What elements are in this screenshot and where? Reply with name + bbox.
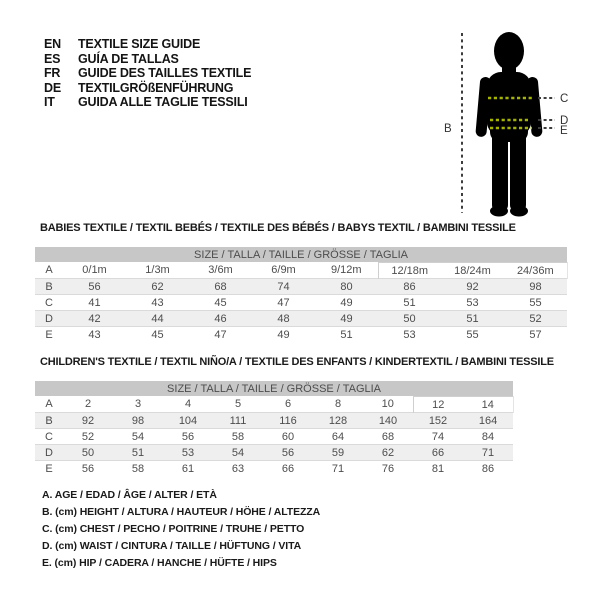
legend-waist: D. (cm) WAIST / CINTURA / TAILLE / HÜFTUNG / VITA	[42, 540, 302, 552]
size-header-row	[35, 247, 567, 263]
language-code: DE	[44, 80, 61, 95]
size-cell: 81	[413, 461, 463, 477]
size-cell: 4	[184, 398, 192, 411]
size-cell: 3	[134, 398, 142, 411]
language-row-it	[44, 95, 251, 110]
row-label: B	[35, 413, 63, 429]
row-label: B	[35, 279, 63, 295]
row-label: A	[45, 398, 53, 411]
size-cell: 53	[163, 445, 213, 461]
size-cell: 41	[63, 295, 126, 311]
size-cell: 51	[315, 327, 378, 343]
size-row-D	[35, 311, 567, 327]
size-cell: 62	[363, 445, 413, 461]
size-row-A	[35, 397, 513, 413]
size-cell: 53	[378, 327, 441, 343]
size-cell: 52	[504, 311, 567, 327]
size-row-A	[35, 263, 567, 279]
size-cell: 8	[334, 398, 342, 411]
size-cell: 68	[363, 429, 413, 445]
size-cell: 58	[113, 461, 163, 477]
size-cell: 43	[63, 327, 126, 343]
language-row-de	[44, 81, 251, 96]
size-cell: 152	[413, 413, 463, 429]
size-cell: 50	[378, 311, 441, 327]
size-cell: 64	[313, 429, 363, 445]
size-cell: 86	[378, 279, 441, 295]
size-cell: 111	[213, 413, 263, 429]
size-cell: 98	[113, 413, 163, 429]
language-title-list	[44, 37, 251, 110]
size-cell: 55	[441, 327, 504, 343]
size-cell: 86	[463, 461, 513, 477]
size-cell: 50	[63, 445, 113, 461]
language-row-fr	[44, 66, 251, 81]
language-title: TEXTILE SIZE GUIDE	[78, 37, 201, 51]
size-cell: 51	[113, 445, 163, 461]
size-cell: 1/3m	[145, 264, 170, 277]
legend-height: B. (cm) HEIGHT / ALTURA / HAUTEUR / HÖHE / ALTEZZA	[42, 506, 321, 518]
legend-chest: C. (cm) CHEST / PECHO / POITRINE / TRUHE / PETTO	[42, 523, 305, 535]
height-measure-label: B	[444, 123, 452, 135]
size-cell: 128	[313, 413, 363, 429]
chest-measure-label: C	[560, 93, 569, 105]
size-cell: 6/9m	[271, 264, 296, 277]
language-title: GUIDA ALLE TAGLIE TESSILI	[78, 95, 248, 110]
row-label: E	[35, 461, 63, 477]
child-measurement-figure	[438, 24, 588, 229]
size-cell: 62	[126, 279, 189, 295]
size-cell: 53	[441, 295, 504, 311]
size-cell: 10	[381, 398, 394, 411]
size-cell: 140	[363, 413, 413, 429]
legend-age: A. AGE / EDAD / ÂGE / ALTER / ETÀ	[42, 489, 217, 501]
size-cell: 56	[163, 429, 213, 445]
size-cell: 76	[363, 461, 413, 477]
size-cell: 66	[413, 445, 463, 461]
size-cell: 56	[63, 461, 113, 477]
language-title: GUÍA DE TALLAS	[78, 51, 179, 66]
language-row-es	[44, 52, 251, 67]
row-label: C	[35, 429, 63, 445]
babies-size-table	[35, 247, 567, 342]
language-code: ES	[44, 51, 61, 66]
size-cell: 49	[315, 295, 378, 311]
children-size-table	[35, 381, 513, 476]
size-cell: 71	[313, 461, 363, 477]
size-row-E	[35, 461, 513, 477]
size-cell: 164	[463, 413, 513, 429]
size-cell: 52	[63, 429, 113, 445]
row-label: A	[45, 264, 53, 277]
size-cell: 54	[213, 445, 263, 461]
size-cell: 68	[189, 279, 252, 295]
size-cell: 0/1m	[82, 264, 107, 277]
waist-measure-label: D	[560, 115, 569, 127]
size-cell: 5	[234, 398, 242, 411]
legend-hip: E. (cm) HIP / CADERA / HANCHE / HÜFTE / HIPS	[42, 557, 277, 569]
children-section-title: CHILDREN'S TEXTILE / TEXTIL NIÑO/A / TEXTILE DES ENFANTS / KINDERTEXTIL / BAMBINI TESSILE	[40, 356, 554, 368]
size-cell: 56	[263, 445, 313, 461]
size-cell: 51	[441, 311, 504, 327]
size-cell: 48	[252, 311, 315, 327]
size-cell: 42	[63, 311, 126, 327]
language-code: IT	[44, 95, 55, 110]
size-cell: 51	[378, 295, 441, 311]
size-cell: 12/18m	[378, 263, 441, 279]
size-cell: 45	[126, 327, 189, 343]
size-cell: 92	[63, 413, 113, 429]
size-cell: 9/12m	[330, 264, 362, 277]
size-cell: 57	[504, 327, 567, 343]
size-cell: 14	[463, 397, 513, 413]
size-cell: 18/24m	[441, 263, 504, 279]
size-cell: 116	[263, 413, 313, 429]
size-header-row	[35, 381, 513, 397]
measurement-legend	[42, 487, 320, 572]
size-cell: 58	[213, 429, 263, 445]
size-cell: 54	[113, 429, 163, 445]
size-header-bar: SIZE / TALLA / TAILLE / GRÖSSE / TAGLIA	[35, 247, 567, 263]
size-cell: 66	[263, 461, 313, 477]
size-cell: 44	[126, 311, 189, 327]
size-cell: 80	[315, 279, 378, 295]
size-cell: 49	[252, 327, 315, 343]
row-label: E	[35, 327, 63, 343]
size-cell: 61	[163, 461, 213, 477]
size-cell: 45	[189, 295, 252, 311]
row-label: D	[35, 445, 63, 461]
size-cell: 59	[313, 445, 363, 461]
size-cell: 60	[263, 429, 313, 445]
language-row-en	[44, 37, 251, 52]
size-row-E	[35, 327, 567, 343]
size-row-C	[35, 295, 567, 311]
language-title: TEXTILGRÖßENFÜHRUNG	[78, 80, 234, 95]
size-header-bar: SIZE / TALLA / TAILLE / GRÖSSE / TAGLIA	[35, 381, 513, 397]
size-row-B	[35, 413, 513, 429]
child-silhouette-icon	[475, 32, 543, 217]
size-cell: 43	[126, 295, 189, 311]
size-cell: 24/36m	[504, 263, 567, 279]
hip-measure-label: E	[560, 125, 568, 137]
size-cell: 55	[504, 295, 567, 311]
row-label: D	[35, 311, 63, 327]
size-row-B	[35, 279, 567, 295]
language-title: GUIDE DES TAILLES TEXTILE	[78, 66, 252, 81]
language-code: FR	[44, 66, 61, 81]
row-label: C	[35, 295, 63, 311]
size-cell: 47	[189, 327, 252, 343]
size-row-C	[35, 429, 513, 445]
language-code: EN	[44, 37, 61, 51]
size-cell: 74	[413, 429, 463, 445]
size-cell: 46	[189, 311, 252, 327]
size-cell: 56	[63, 279, 126, 295]
size-cell: 49	[315, 311, 378, 327]
size-cell: 98	[504, 279, 567, 295]
size-cell: 12	[413, 397, 463, 413]
size-cell: 63	[213, 461, 263, 477]
size-cell: 47	[252, 295, 315, 311]
size-cell: 6	[284, 398, 292, 411]
size-cell: 104	[163, 413, 213, 429]
size-cell: 2	[84, 398, 92, 411]
size-cell: 84	[463, 429, 513, 445]
size-cell: 74	[252, 279, 315, 295]
size-row-D	[35, 445, 513, 461]
size-cell: 71	[463, 445, 513, 461]
size-cell: 92	[441, 279, 504, 295]
size-cell: 3/6m	[208, 264, 233, 277]
babies-section-title: BABIES TEXTILE / TEXTIL BEBÉS / TEXTILE DES BÉBÉS / BABYS TEXTIL / BAMBINI TESSILE	[40, 222, 516, 234]
